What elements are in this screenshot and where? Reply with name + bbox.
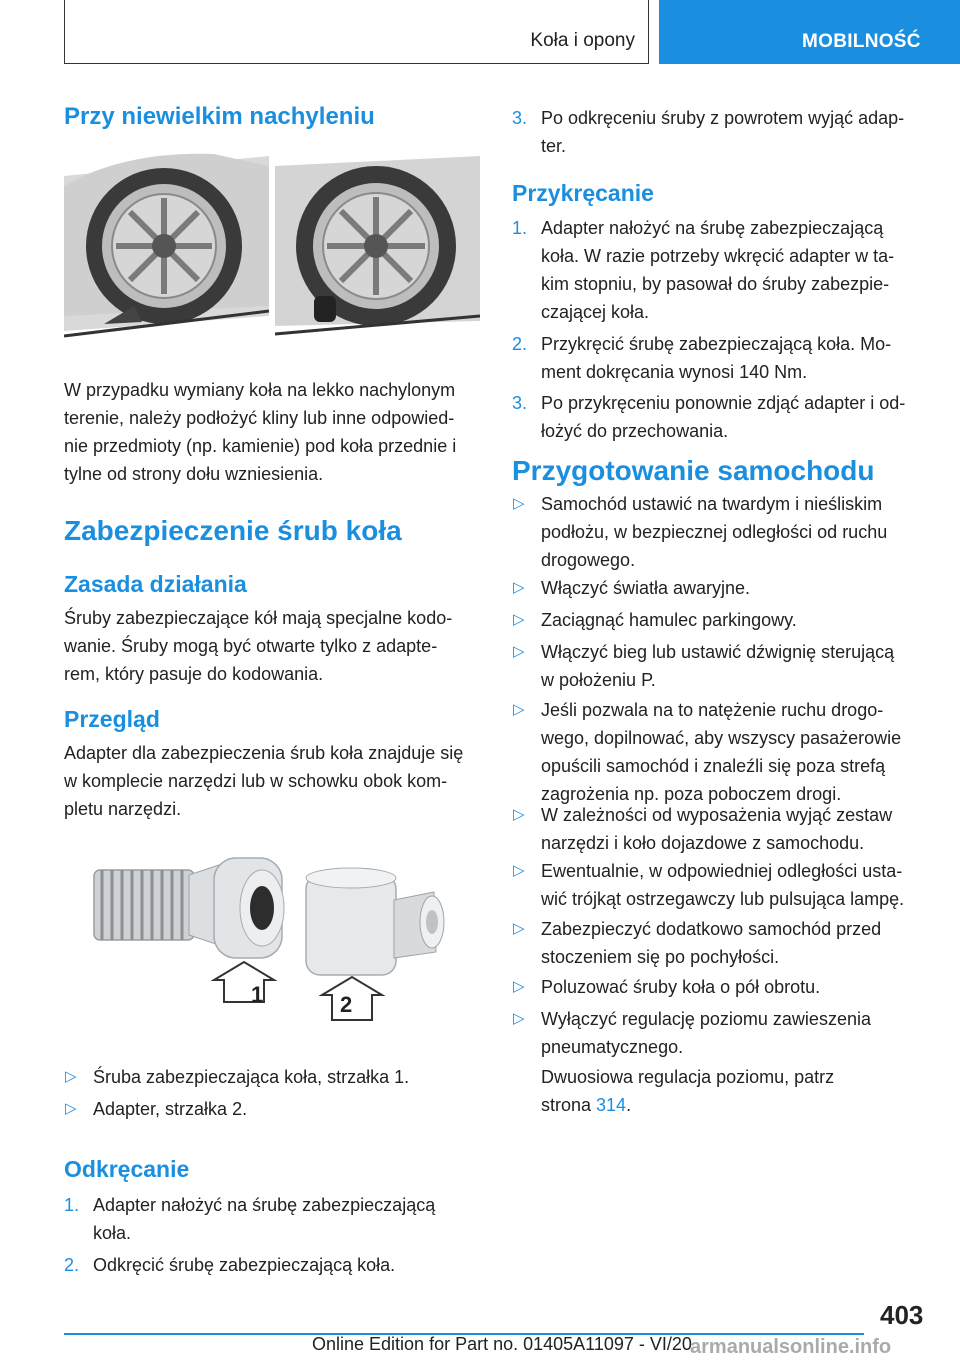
step-text (541, 330, 891, 386)
text-line: podłożu, w bezpiecznej odległości od ruchu (541, 522, 888, 542)
text-line: rem, który pasuje do kodowania. (64, 664, 324, 684)
bullet-triangle-icon: ▷ (513, 806, 525, 823)
legend-text: Adapter, strzałka 2. (93, 1099, 248, 1119)
text-line: wić trójkąt ostrzegawczy lub pulsująca lampę. (541, 889, 905, 909)
text-line: Po odkręceniu śruby z powrotem wyjąć adap‐ (541, 108, 905, 128)
note-suffix: . (626, 1095, 632, 1115)
step-number: 3. (512, 393, 528, 413)
step-number: 2. (64, 1255, 80, 1275)
text-line: Adapter dla zabezpieczenia śrub koła znajduje się (64, 743, 464, 763)
slope-paragraph (64, 376, 480, 488)
text-line (541, 1091, 926, 1119)
text-line: terenie, należy podłożyć kliny lub inne odpowied‐ (64, 408, 455, 428)
text-line: kim stopniu, by pasował do śruby zabezpie‐ (541, 274, 890, 294)
step-number: 1. (512, 218, 528, 238)
item-text (541, 696, 901, 808)
step-text: Odkręcić śrubę zabezpieczającą koła. (93, 1255, 396, 1275)
heading-prepare: Przygotowanie samochodu (512, 455, 875, 486)
text-line: W przypadku wymiany koła na lekko nachylonym (64, 380, 456, 400)
item-text (541, 1005, 871, 1061)
figure-bolt-adapter (64, 840, 480, 1040)
text-line: narzędzi i koło dojazdowe z samochodu. (541, 833, 865, 853)
text-line: zagrożenia np. poza poboczem drogi. (541, 784, 842, 804)
item-text: Włączyć światła awaryjne. (541, 578, 751, 598)
text-line: Po przykręceniu ponownie zdjąć adapter i od‐ (541, 393, 906, 413)
legend-text: Śruba zabezpieczająca koła, strzałka 1. (93, 1067, 410, 1087)
page-number: 403 (880, 1300, 924, 1330)
principle-paragraph (64, 604, 480, 688)
text-line: stoczeniem się po pochyłości. (541, 947, 780, 967)
arrow-label-2: 2 (340, 992, 353, 1017)
bullet-triangle-icon: ▷ (513, 643, 525, 660)
text-line: wego, dopilnować, aby wszyscy pasażerowie (541, 728, 902, 748)
text-line: Zabezpieczyć dodatkowo samochód przed (541, 919, 882, 939)
header-section-title: Koła i opony (530, 30, 635, 51)
text-line: tylne od strony dołu wzniesienia. (64, 464, 324, 484)
heading-wheel-lock: Zabezpieczenie śrub koła (64, 515, 402, 546)
heading-principle: Zasada działania (64, 571, 247, 597)
figure-wheels-slope (64, 146, 480, 350)
bullet-triangle-icon: ▷ (513, 495, 525, 512)
header-chapter-tab (659, 0, 960, 64)
edition-text: Online Edition for Part no. 01405A11097 - VI/20 (312, 1334, 692, 1354)
text-line: w komplecie narzędzi lub w schowku obok kom‐ (64, 771, 448, 791)
bullet-triangle-icon: ▷ (513, 611, 525, 628)
bullet-triangle-icon: ▷ (65, 1100, 77, 1117)
bullet-triangle-icon: ▷ (513, 701, 525, 718)
item-text (541, 857, 904, 913)
page-reference-link[interactable]: 314 (596, 1095, 627, 1115)
step-number: 3. (512, 108, 528, 128)
item-text (541, 490, 887, 574)
text-line: opuścili samochód i znaleźli się poza strefą (541, 756, 886, 776)
watermark-text: armanualsonline.info (690, 1336, 892, 1358)
bullet-triangle-icon: ▷ (513, 1010, 525, 1027)
text-line: pletu narzędzi. (64, 799, 182, 819)
text-line: ment dokręcania wynosi 140 Nm. (541, 362, 808, 382)
text-line: łożyć do przechowania. (541, 421, 729, 441)
item-text: Poluzować śruby koła o pół obrotu. (541, 977, 821, 997)
step-text (541, 389, 905, 445)
step-text (93, 1191, 435, 1247)
overview-paragraph (64, 739, 480, 823)
text-line: drogowego. (541, 550, 636, 570)
note-paragraph (541, 1063, 926, 1119)
text-line: czającej koła. (541, 302, 650, 322)
text-line: Włączyć bieg lub ustawić dźwignię sterującą (541, 642, 895, 662)
step-text (541, 214, 894, 326)
text-line: koła. W razie potrzeby wkręcić adapter w ta‐ (541, 246, 895, 266)
wheels-illustration (64, 146, 480, 350)
item-text (541, 638, 894, 694)
heading-slope: Przy niewielkim nachyleniu (64, 103, 375, 130)
text-line: Dwuosiowa regulacja poziomu, patrz (541, 1067, 835, 1087)
heading-unscrew: Odkręcanie (64, 1156, 190, 1182)
text-line: Samochód ustawić na twardym i nieśliskim (541, 494, 883, 514)
text-line: Przykręcić śrubę zabezpieczającą koła. Mo‐ (541, 334, 892, 354)
bolt-adapter-illustration (64, 840, 480, 1040)
text-line: nie przedmioty (np. kamienie) pod koła przednie i (64, 436, 457, 456)
heading-screw: Przykręcanie (512, 180, 654, 206)
note-prefix: strona (541, 1095, 597, 1115)
heading-overview: Przegląd (64, 706, 160, 732)
text-line: pneumatycznego. (541, 1037, 684, 1057)
text-line: Adapter nałożyć na śrubę zabezpieczającą (93, 1195, 436, 1215)
item-text (541, 915, 881, 971)
bullet-triangle-icon: ▷ (513, 579, 525, 596)
step-number: 2. (512, 334, 528, 354)
text-line: wanie. Śruby mogą być otwarte tylko z adapte‐ (64, 636, 438, 656)
bullet-triangle-icon: ▷ (513, 978, 525, 995)
text-line: koła. (93, 1223, 132, 1243)
arrow-label-1: 1 (251, 982, 264, 1007)
text-line: Śruby zabezpieczające kół mają specjalne kodo‐ (64, 608, 453, 628)
footer-edition (312, 1334, 692, 1355)
header-chapter-label: MOBILNOŚĆ (802, 31, 921, 52)
text-line: w położeniu P. (541, 670, 656, 690)
step-text (541, 104, 904, 160)
text-line: Wyłączyć regulację poziomu zawieszenia (541, 1009, 871, 1029)
text-line: Adapter nałożyć na śrubę zabezpieczającą (541, 218, 884, 238)
text-line: Jeśli pozwala na to natężenie ruchu drogo‐ (541, 700, 884, 720)
text-line: Ewentualnie, w odpowiedniej odległości usta‐ (541, 861, 903, 881)
text-line: ter. (541, 136, 567, 156)
bullet-triangle-icon: ▷ (513, 920, 525, 937)
bullet-triangle-icon: ▷ (65, 1068, 77, 1085)
text-line: W zależności od wyposażenia wyjąć zestaw (541, 805, 893, 825)
step-number: 1. (64, 1195, 80, 1215)
item-text (541, 801, 892, 857)
item-text: Zaciągnąć hamulec parkingowy. (541, 610, 797, 630)
bullet-triangle-icon: ▷ (513, 862, 525, 879)
